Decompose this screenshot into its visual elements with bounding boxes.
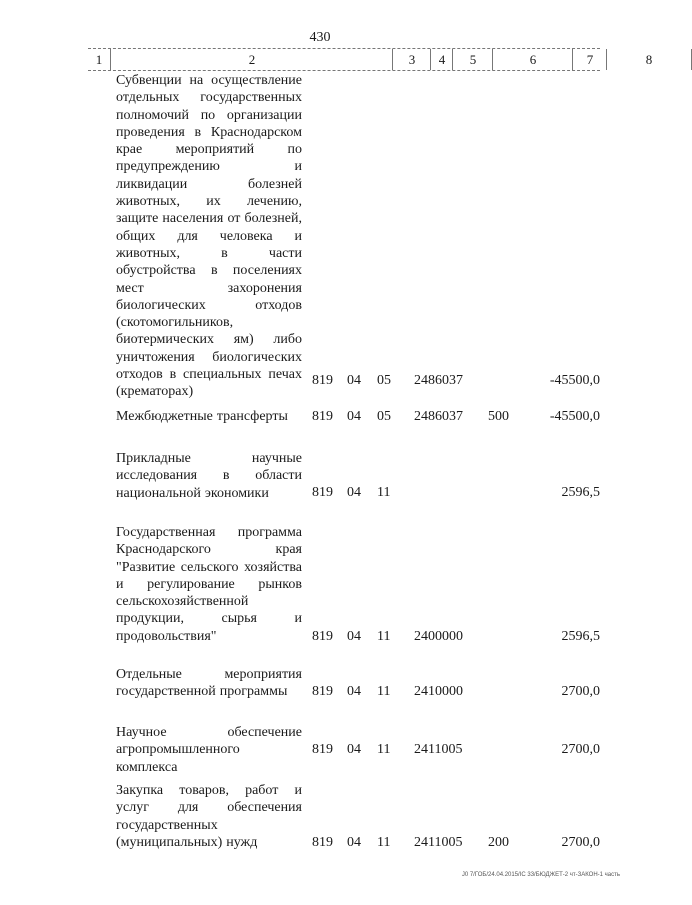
- row-section: 04: [347, 409, 361, 424]
- row-subsection: 11: [377, 629, 391, 644]
- column-header-3: 3: [392, 49, 431, 70]
- row-amount: 2700,0: [561, 742, 600, 757]
- table-header: [88, 48, 653, 71]
- row-section: 04: [347, 742, 361, 757]
- row-target: 2411005: [414, 742, 463, 757]
- row-description: Субвенции на осуществление отдельных государственных полномочий по организации проведения в Краснодарском крае мероприятий по предупреждению и ликвидации болезней животных, их лечению, защите населения от болезней, общих для человека и животных, в части обустройства в поселениях мест захоронения биологических отходов (скотомогильников, биотермических ям) либо уничтожения биологических отходов в специальных печах (крематорах): [116, 73, 302, 400]
- row-description: Закупка товаров, работ и услуг для обеспечения государственных (муниципальных) нужд: [116, 783, 302, 850]
- row-subsection: 05: [377, 409, 391, 424]
- row-description: Межбюджетные трансферты: [116, 409, 288, 424]
- row-amount: 2596,5: [561, 629, 600, 644]
- row-code: 819: [312, 684, 333, 699]
- row-target: 2400000: [414, 629, 463, 644]
- row-description: Отдельные мероприятия государственной программы: [116, 667, 302, 700]
- row-subsection: 05: [377, 373, 391, 388]
- row-amount: -45500,0: [549, 409, 600, 424]
- row-description: Прикладные научные исследования в области национальной экономики: [116, 451, 302, 501]
- row-subsection: 11: [377, 684, 391, 699]
- row-code: 819: [312, 835, 333, 850]
- page-number: 430: [309, 30, 331, 45]
- row-description: Государственная программа Краснодарского края "Развитие сельского хозяйства и регулирование рынков сельскохозяйственной продукции, сырья и продовольствия": [116, 525, 302, 644]
- row-section: 04: [347, 835, 361, 850]
- column-header-5: 5: [452, 49, 493, 70]
- row-amount: -45500,0: [549, 373, 600, 388]
- row-code: 819: [312, 373, 333, 388]
- row-code: 819: [312, 409, 333, 424]
- row-subsection: 11: [377, 835, 391, 850]
- row-section: 04: [347, 485, 361, 500]
- row-amount: 2700,0: [561, 835, 600, 850]
- row-type: 200: [488, 835, 509, 850]
- row-code: 819: [312, 629, 333, 644]
- row-subsection: 11: [377, 742, 391, 757]
- row-target: 2411005: [414, 835, 463, 850]
- column-header-7: 7: [572, 49, 607, 70]
- row-code: 819: [312, 485, 333, 500]
- column-header-4: 4: [430, 49, 453, 70]
- row-target: 2486037: [414, 373, 463, 388]
- row-section: 04: [347, 684, 361, 699]
- row-section: 04: [347, 629, 361, 644]
- row-target: 2410000: [414, 684, 463, 699]
- row-description: Научное обеспечение агропромышленного комплекса: [116, 725, 302, 775]
- column-header-6: 6: [492, 49, 573, 70]
- column-header-2: 2: [110, 49, 393, 70]
- row-type: 500: [488, 409, 509, 424]
- column-header-1: 1: [95, 52, 103, 67]
- row-code: 819: [312, 742, 333, 757]
- row-amount: 2596,5: [561, 485, 600, 500]
- row-subsection: 11: [377, 485, 391, 500]
- column-header-8: 8: [606, 49, 692, 70]
- row-target: 2486037: [414, 409, 463, 424]
- document-footer: J0 7/ГОБ/24.04.2015/IC 33/БЮДЖЕТ-2 чт-ЗАКОН-1 часть: [461, 872, 620, 878]
- row-amount: 2700,0: [561, 684, 600, 699]
- row-section: 04: [347, 373, 361, 388]
